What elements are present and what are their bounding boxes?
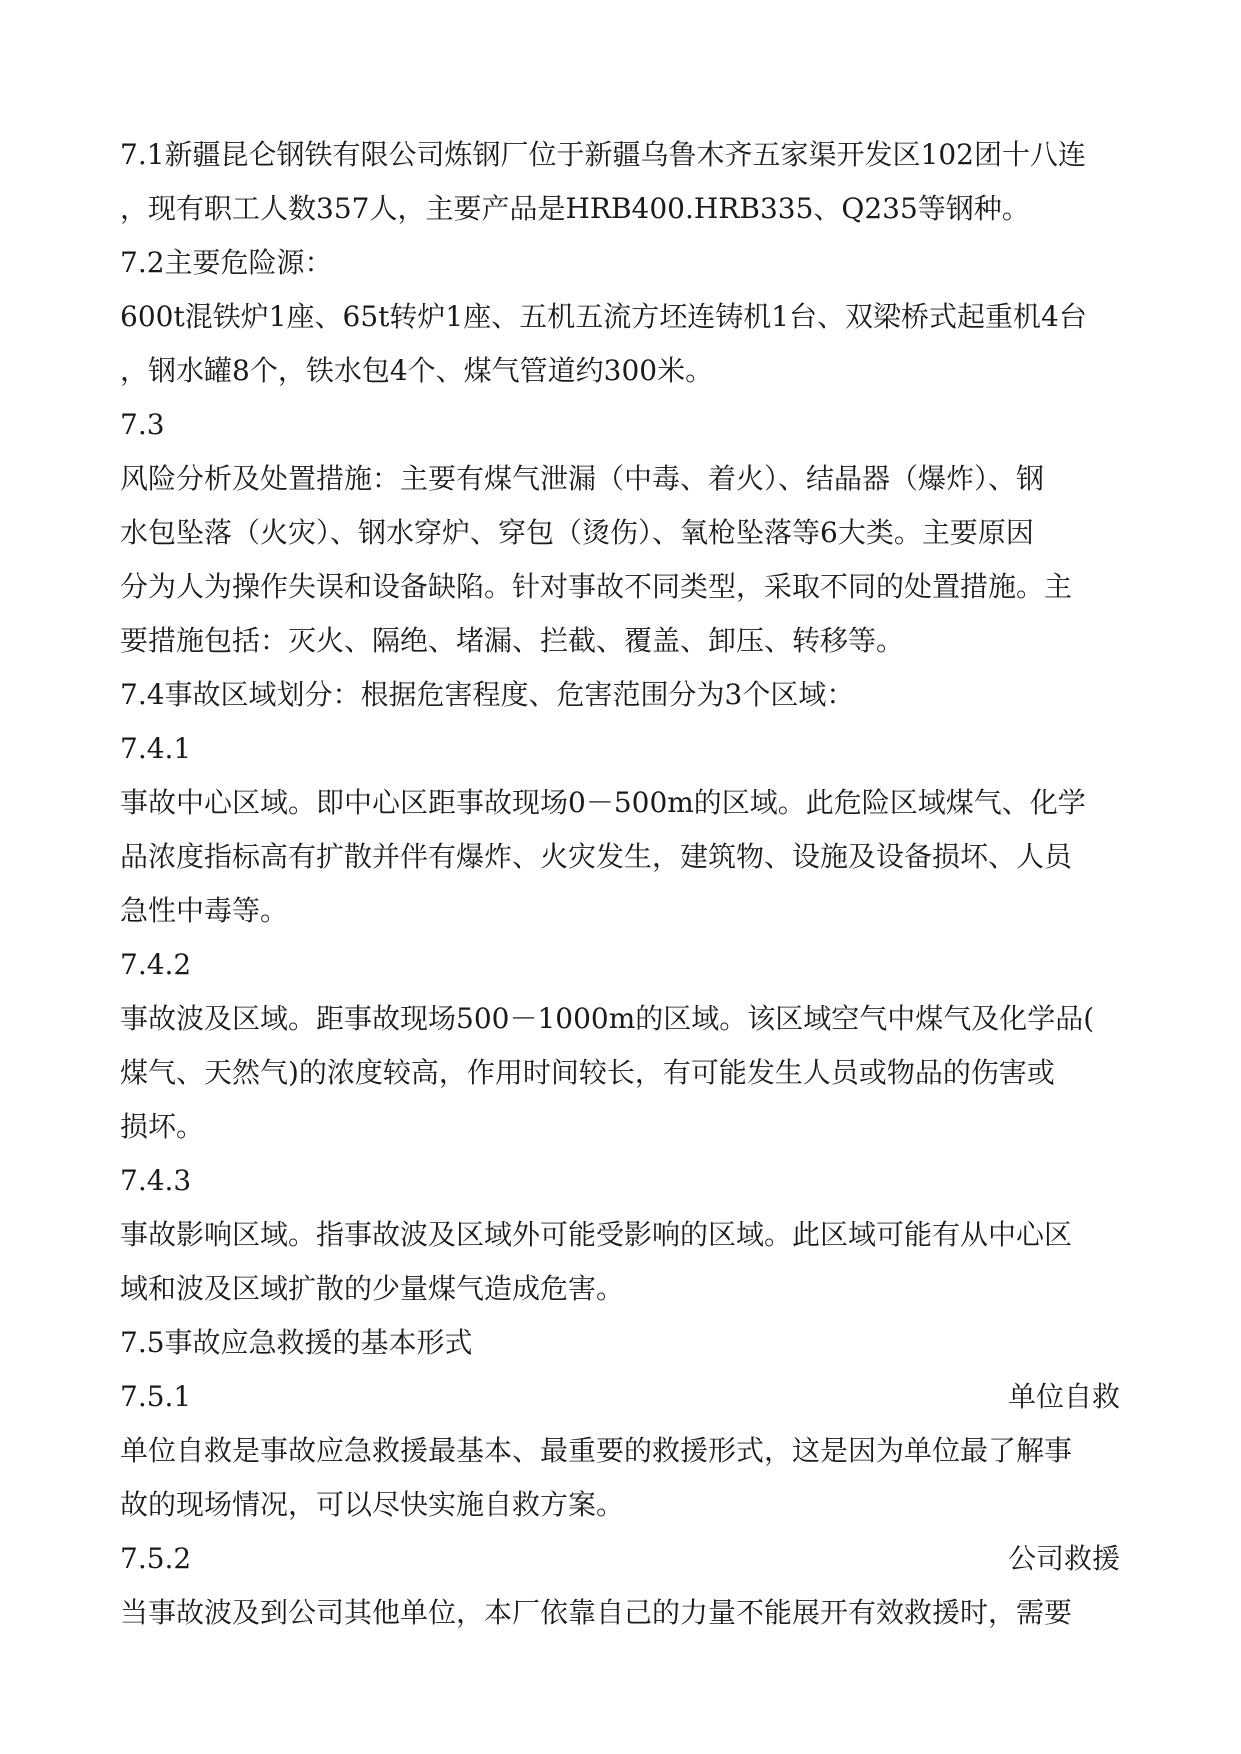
text-line: 煤气、天然气)的浓度较高，作用时间较长，有可能发生人员或物品的伤害或 bbox=[120, 1056, 1055, 1089]
section-title: 单位自救 bbox=[1007, 1380, 1120, 1413]
section-heading-751 bbox=[120, 1370, 1120, 1424]
text-line: 7.5事故应急救援的基本形式 bbox=[120, 1326, 473, 1359]
text-line: ，钢水罐8个，铁水包4个、煤气管道约300米。 bbox=[120, 354, 714, 387]
document-page bbox=[120, 128, 1120, 1728]
text-line: 风险分析及处置措施：主要有煤气泄漏（中毒、着火）、结晶器（爆炸）、钢 bbox=[120, 462, 1045, 495]
text-line: 单位自救是事故应急救援最基本、最重要的救援形式，这是因为单位最了解事 bbox=[120, 1434, 1073, 1467]
text-line: 故的现场情况，可以尽快实施自救方案。 bbox=[120, 1488, 625, 1521]
section-number: 7.5.1 bbox=[120, 1380, 192, 1413]
text-line: 600t混铁炉1座、65t转炉1座、五机五流方坯连铸机1台、双梁桥式起重机4台 bbox=[120, 300, 1087, 333]
text-line: 急性中毒等。 bbox=[120, 894, 289, 927]
section-number: 7.5.2 bbox=[120, 1542, 192, 1575]
text-line: 分为人为操作失误和设备缺陷。针对事故不同类型，采取不同的处置措施。主 bbox=[120, 570, 1073, 603]
text-line: ，现有职工人数357人，主要产品是HRB400.HRB335、Q235等钢种。 bbox=[120, 192, 1030, 225]
text-line: 水包坠落（火灾）、钢水穿炉、穿包（烫伤）、氧枪坠落等6大类。主要原因 bbox=[120, 516, 1034, 549]
text-line: 7.4.1 bbox=[120, 732, 192, 765]
text-line: 7.4.3 bbox=[120, 1164, 192, 1197]
text-line: 品浓度指标高有扩散并伴有爆炸、火灾发生，建筑物、设施及设备损坏、人员 bbox=[120, 840, 1073, 873]
text-line: 当事故波及到公司其他单位，本厂依靠自己的力量不能展开有效救援时，需要 bbox=[120, 1596, 1073, 1629]
text-line: 事故影响区域。指事故波及区域外可能受影响的区域。此区域可能有从中心区 bbox=[120, 1218, 1073, 1251]
section-title: 公司救援 bbox=[1007, 1542, 1120, 1575]
section-heading-752 bbox=[120, 1532, 1120, 1586]
text-line: 事故波及区域。距事故现场500－1000m的区域。该区域空气中煤气及化学品( bbox=[120, 1002, 1095, 1035]
text-line: 7.2主要危险源： bbox=[120, 246, 333, 279]
text-line: 7.4.2 bbox=[120, 948, 192, 981]
text-line: 事故中心区域。即中心区距事故现场0－500m的区域。此危险区域煤气、化学 bbox=[120, 786, 1086, 819]
text-line: 7.4事故区域划分：根据危害程度、危害范围分为3个区域： bbox=[120, 678, 855, 711]
text-line: 域和波及区域扩散的少量煤气造成危害。 bbox=[120, 1272, 625, 1305]
text-line: 要措施包括：灭火、隔绝、堵漏、拦截、覆盖、卸压、转移等。 bbox=[120, 624, 905, 657]
text-line: 损坏。 bbox=[120, 1110, 205, 1143]
text-line: 7.3 bbox=[120, 408, 165, 441]
text-line: 7.1新疆昆仑钢铁有限公司炼钢厂位于新疆乌鲁木齐五家渠开发区102团十八连 bbox=[120, 138, 1086, 171]
